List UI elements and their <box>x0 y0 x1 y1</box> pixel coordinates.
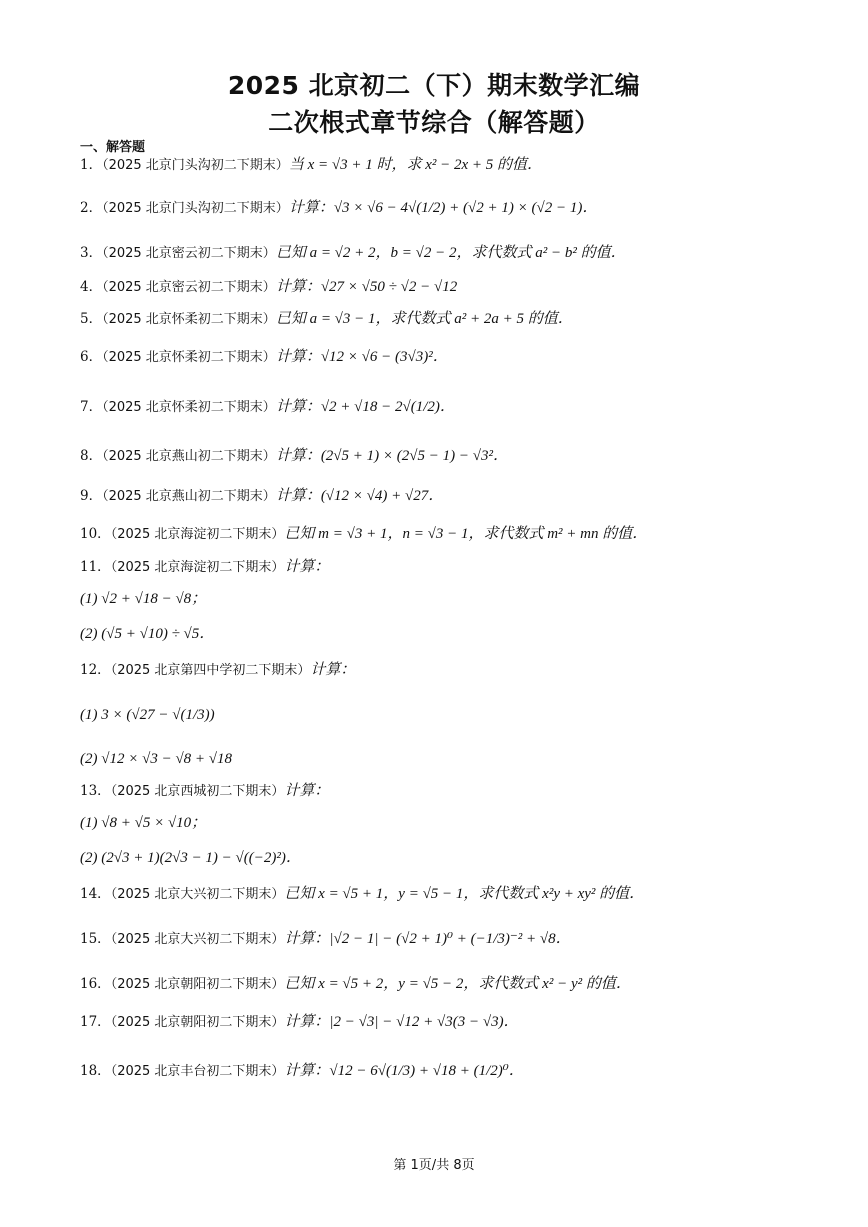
title-line-1: 2025 北京初二（下）期末数学汇编 <box>227 71 641 100</box>
problem-line: 17．（2025 北京朝阳初二下期末）计算：|2 − √3| − √12 + √3(3 − √3)． <box>80 1014 519 1030</box>
problem-line: 6．（2025 北京怀柔初二下期末）计算：√12 × √6 − (3√3)²． <box>80 349 448 365</box>
problem-line: 2．（2025 北京门头沟初二下期末）计算：√3 × √6 − 4√(1/2) + (√2 + 1) × (√2 − 1)． <box>80 200 598 216</box>
problem-line: 13．（2025 北京西城初二下期末）计算： <box>80 783 330 799</box>
page-number: 第 1页/共 8页 <box>393 1158 475 1173</box>
problem-subline: (2) (√5 + √10) ÷ √5． <box>80 626 215 642</box>
problem-line: 9．（2025 北京燕山初二下期末）计算：(√12 × √4) + √27． <box>80 488 444 504</box>
problem-subline: (1) √2 + √18 − √8； <box>80 591 207 607</box>
problem-line: 3．（2025 北京密云初二下期末）已知 a = √2 + 2，b = √2 − 2，求代数式 a² − b² 的值． <box>80 245 626 261</box>
title-line-2: 二次根式章节综合（解答题） <box>268 108 600 137</box>
problem-line: 4．（2025 北京密云初二下期末）计算：√27 × √50 ÷ √2 − √12 <box>80 279 458 295</box>
problem-line: 1．（2025 北京门头沟初二下期末）当 x = √3 + 1 时，求 x² − 2x + 5 的值． <box>80 157 543 173</box>
section-title: 一、解答题 <box>80 140 146 155</box>
problem-line: 7．（2025 北京怀柔初二下期末）计算：√2 + √18 − 2√(1/2)． <box>80 399 455 415</box>
problem-line: 15．（2025 北京大兴初二下期末）计算：|√2 − 1| − (√2 + 1)⁰ + (−1/3)⁻² + √8． <box>80 931 571 947</box>
problem-line: 14．（2025 北京大兴初二下期末）已知 x = √5 + 1，y = √5 − 1，求代数式 x²y + xy² 的值． <box>80 886 645 902</box>
problem-line: 12．（2025 北京第四中学初二下期末）计算： <box>80 662 356 678</box>
problem-line: 8．（2025 北京燕山初二下期末）计算：(2√5 + 1) × (2√5 − 1) − √3²． <box>80 448 508 464</box>
problem-subline: (1) √8 + √5 × √10； <box>80 815 207 831</box>
problem-subline: (2) (2√3 + 1)(2√3 − 1) − √((−2)²)． <box>80 850 301 866</box>
problem-line: 18．（2025 北京丰台初二下期末）计算：√12 − 6√(1/3) + √18 + (1/2)⁰． <box>80 1063 524 1079</box>
problem-line: 11．（2025 北京海淀初二下期末）计算： <box>80 559 330 575</box>
problem-line: 16．（2025 北京朝阳初二下期末）已知 x = √5 + 2，y = √5 − 2，求代数式 x² − y² 的值． <box>80 976 631 992</box>
problem-line: 5．（2025 北京怀柔初二下期末）已知 a = √3 − 1，求代数式 a² + 2a + 5 的值． <box>80 311 573 327</box>
problem-line: 10．（2025 北京海淀初二下期末）已知 m = √3 + 1，n = √3 − 1，求代数式 m² + mn 的值． <box>80 526 648 542</box>
problem-subline: (1) 3 × (√27 − √(1/3)) <box>80 707 215 723</box>
problem-subline: (2) √12 × √3 − √8 + √18 <box>80 751 233 767</box>
